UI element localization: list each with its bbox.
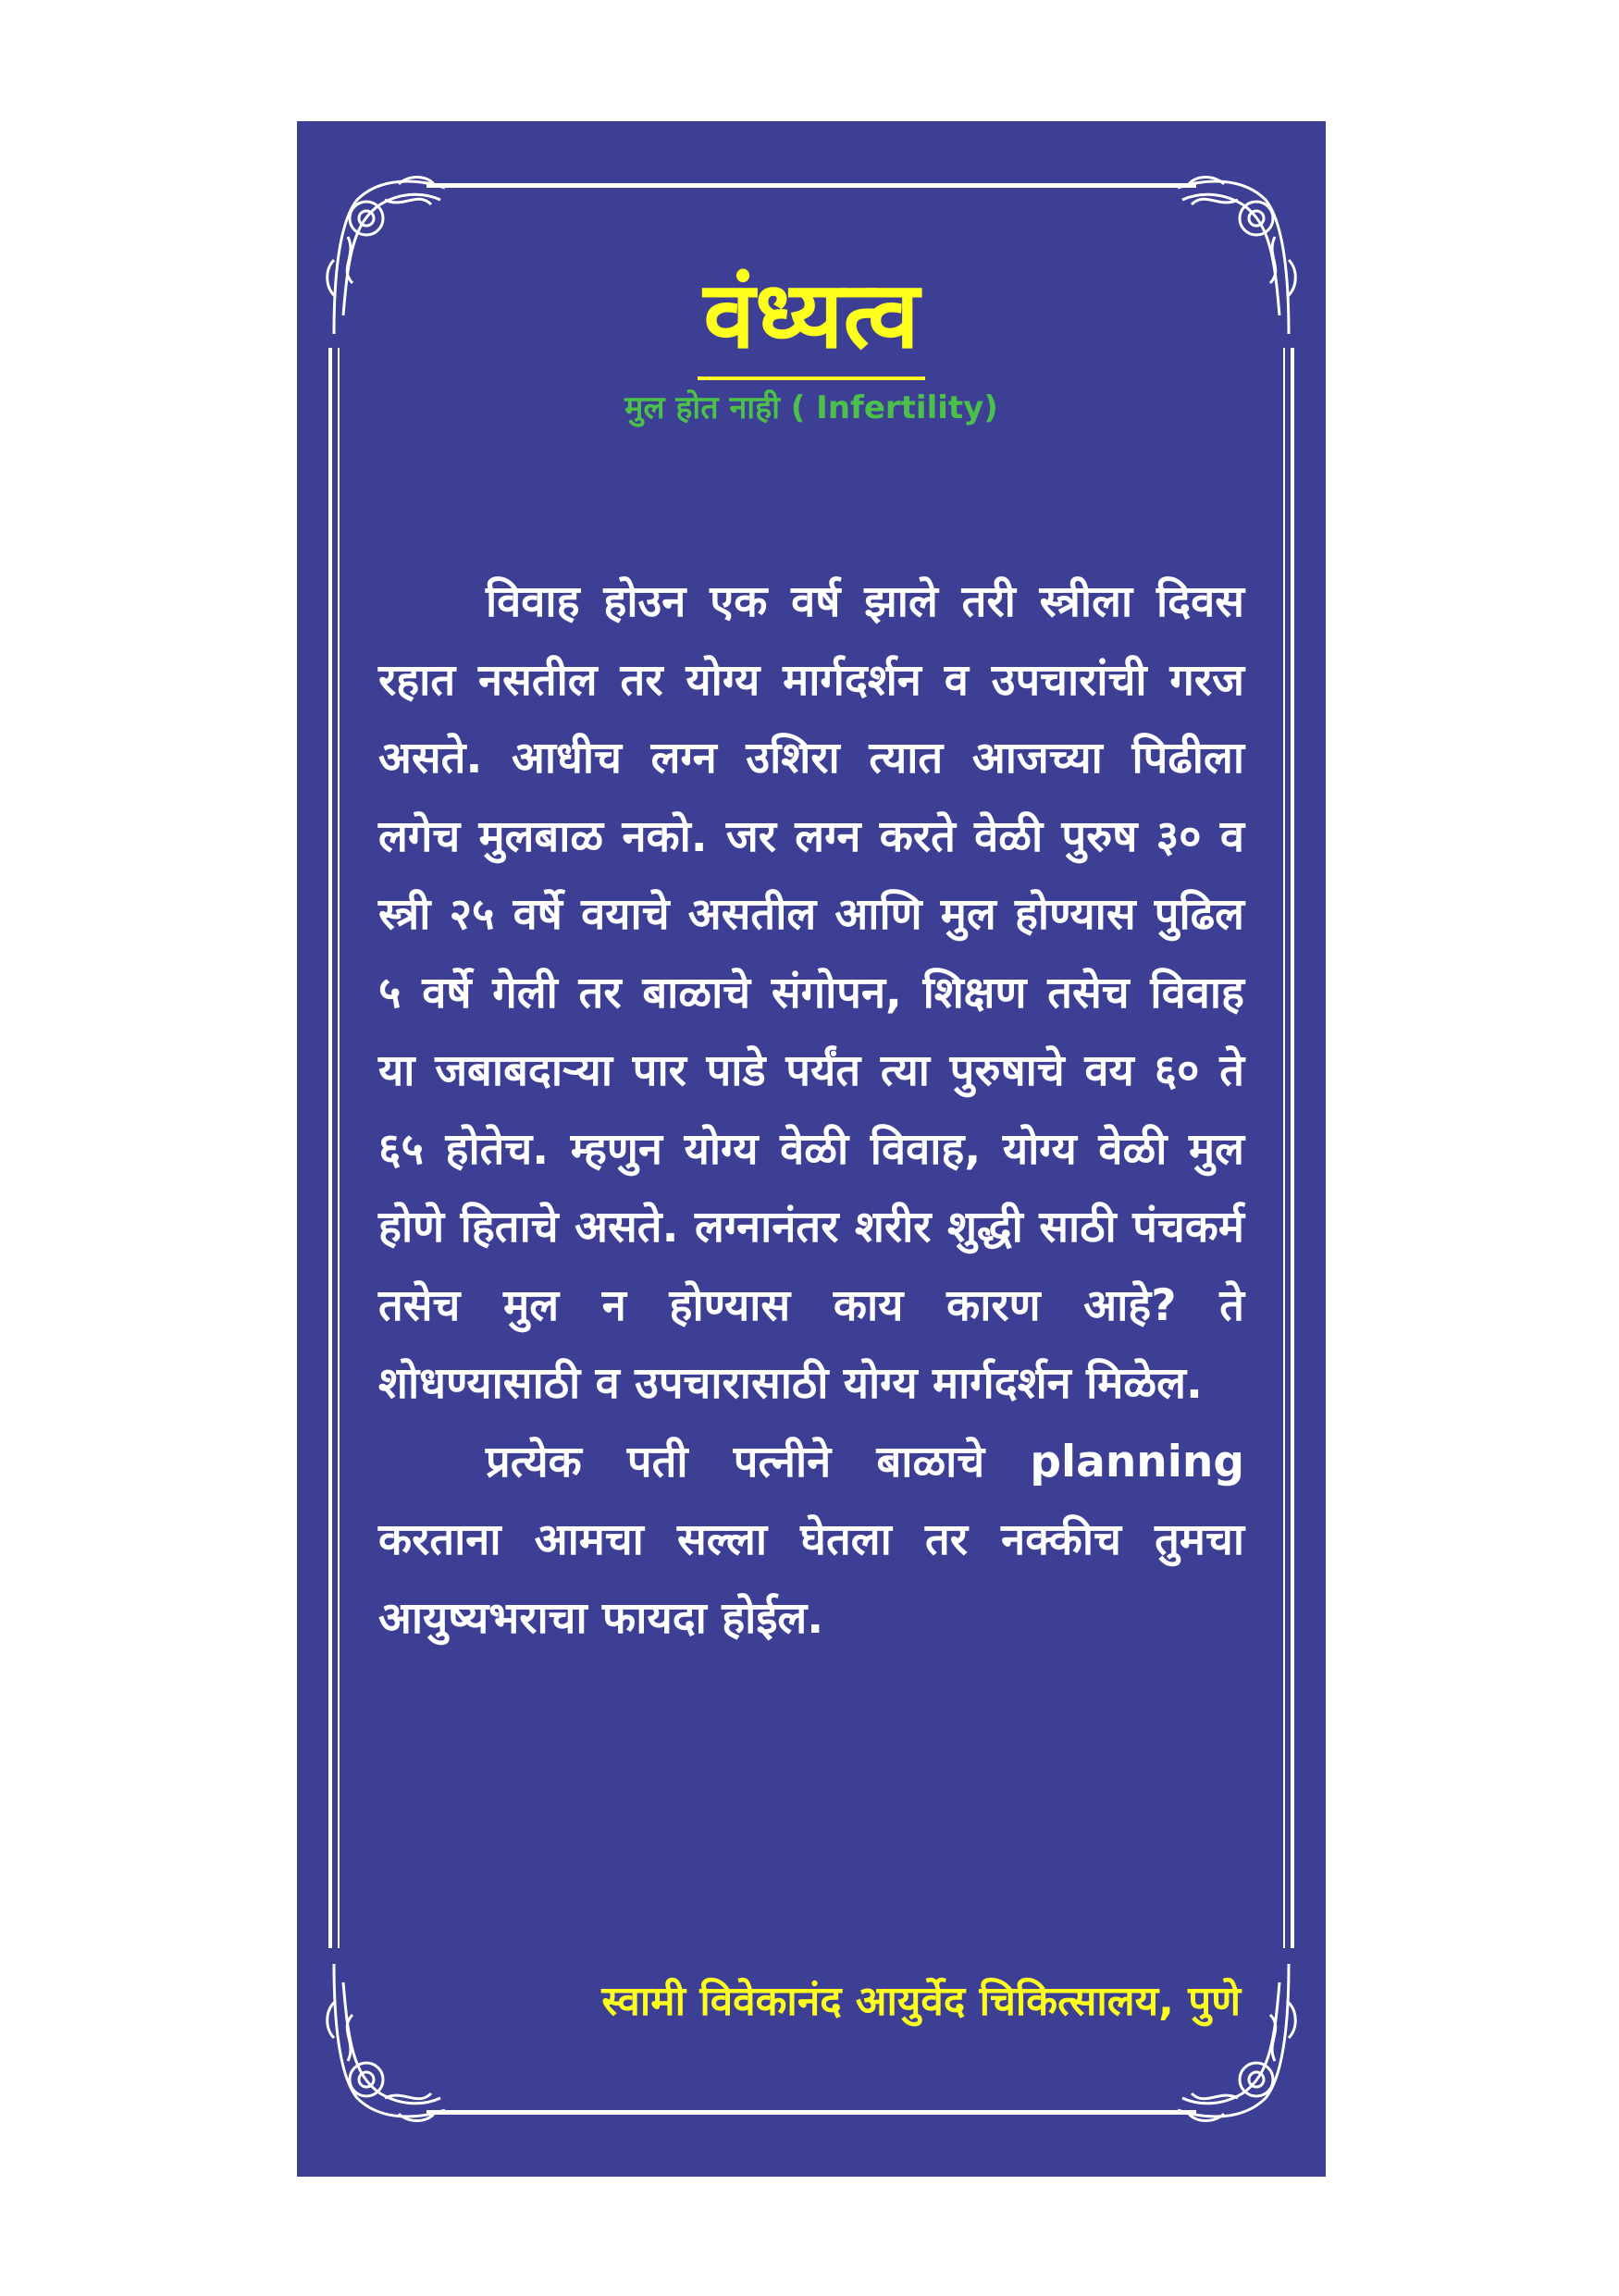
frame-left-line-inner <box>338 348 340 1948</box>
title-block <box>297 260 1326 380</box>
body-paragraph-2: प्रत्येक पती पत्नीने बाळाचे planning करताना आमचा सल्ला घेतला तर नक्कीच तुमचा आयुष्यभराचा फायदा होईल. <box>378 1436 1244 1644</box>
poster-panel <box>297 121 1326 2177</box>
body-paragraph-1: विवाह होउन एक वर्ष झाले तरी स्त्रीला दिवस रहात नसतील तर योग्य मार्गदर्शन व उपचारांची गरज असते. आधीच लग्न उशिरा त्यात आजच्या पिढीला लगेच मुलबाळ नको. जर लग्न करते वेळी पुरुष ३० व स्त्री २५ वर्षे वयाचे असतील आणि मुल होण्यास पुढिल ५ वर्षे गेली तर बाळाचे संगोपन, शिक्षण तसेच विवाह या जबाबदाऱ्या पार पाडे पर्यंत त्या पुरुषाचे वय ६० ते ६५ होतेच. म्हणुन योग्य वेळी विवाह, योग्य वेळी मुल होणे हिताचे असते. लग्नानंतर शरीर शुद्धी साठी पंचकर्म तसेच मुल न होण्यास काय कारण आहे? ते शोधण्यासाठी व उपचारासाठी योग्य मार्गदर्शन मिळेल. <box>378 576 1244 1409</box>
clinic-name-footer: स्वामी विवेकानंद आयुर्वेद चिकित्सालय, पुणे <box>601 1978 1241 2025</box>
frame-top-line <box>426 183 1196 188</box>
frame-right-line <box>1291 348 1294 1948</box>
poster-title: वंध्यत्व <box>698 260 924 380</box>
poster-subtitle: मुल होत नाही ( Infertility) <box>624 389 998 426</box>
frame-right-line-inner <box>1283 348 1285 1948</box>
frame-bottom-line <box>426 2110 1196 2115</box>
frame-left-line <box>328 348 332 1948</box>
body-text-block <box>378 563 1244 1658</box>
